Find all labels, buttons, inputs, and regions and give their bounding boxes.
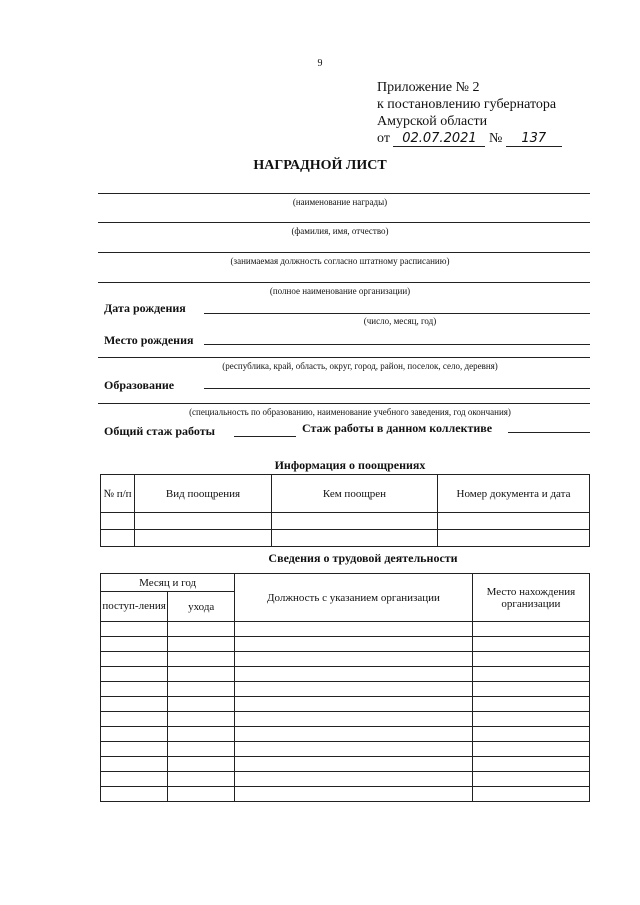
work-col-end: ухода: [168, 592, 235, 622]
organization-caption: (полное наименование организации): [269, 286, 411, 296]
table-row[interactable]: [101, 757, 590, 772]
birth-place-caption: (республика, край, область, округ, город, район, поселок, село, деревня): [222, 361, 498, 371]
table-row[interactable]: [101, 742, 590, 757]
table-row[interactable]: [101, 787, 590, 802]
page-number: 9: [317, 58, 323, 69]
appendix-line2: к постановлению губернатора: [377, 97, 557, 112]
birth-date-line[interactable]: [204, 313, 590, 314]
table-row[interactable]: [101, 530, 590, 547]
awards-table: [100, 474, 590, 547]
awards-col-type: Вид поощрения: [135, 475, 272, 513]
work-table: [100, 573, 590, 802]
education-line1[interactable]: [204, 388, 590, 389]
total-experience-label: Общий стаж работы: [104, 424, 215, 438]
document-title: НАГРАДНОЙ ЛИСТ: [253, 158, 387, 173]
table-row[interactable]: [101, 697, 590, 712]
total-experience-line[interactable]: [234, 436, 296, 437]
education-label: Образование: [104, 378, 175, 392]
awards-section-title: Информация о поощрениях: [274, 458, 426, 472]
award-name-caption: (наименование награды): [292, 197, 388, 207]
table-row[interactable]: [101, 682, 590, 697]
work-col-month-year: Месяц и год: [101, 574, 235, 592]
appendix-date-row: [377, 130, 562, 147]
birth-place-line1[interactable]: [204, 344, 590, 345]
table-row[interactable]: [101, 727, 590, 742]
birth-place-label: Место рождения: [104, 333, 194, 347]
date-prefix: от: [377, 131, 390, 146]
work-section-title: Сведения о трудовой деятельности: [268, 551, 458, 565]
organization-line[interactable]: [98, 282, 590, 283]
awards-col-document: Номер документа и дата: [438, 475, 590, 513]
table-row[interactable]: [101, 652, 590, 667]
position-caption: (занимаемая должность согласно штатному расписанию): [230, 256, 450, 266]
full-name-caption: (фамилия, имя, отчество): [291, 226, 389, 236]
award-name-line[interactable]: [98, 193, 590, 194]
education-caption: (специальность по образованию, наименование учебного заведения, год окончания): [189, 407, 511, 417]
birth-date-label: Дата рождения: [104, 301, 186, 315]
table-row[interactable]: [101, 712, 590, 727]
appendix-line3: Амурской области: [377, 114, 488, 129]
work-col-position: Должность с указанием организации: [235, 574, 472, 622]
appendix-line1: Приложение № 2: [377, 80, 480, 95]
awards-col-number: № п/п: [101, 475, 135, 513]
table-row[interactable]: [101, 622, 590, 637]
work-col-location: Место нахождения организации: [472, 574, 589, 622]
appendix-header: [377, 79, 562, 147]
education-line2[interactable]: [98, 403, 590, 404]
work-col-start: поступ-ления: [101, 592, 168, 622]
appendix-number: 137: [506, 131, 562, 147]
awards-col-by: Кем поощрен: [272, 475, 438, 513]
appendix-date: 02.07.2021: [393, 131, 485, 147]
birth-date-caption: (число, месяц, год): [363, 316, 437, 326]
number-prefix: №: [488, 131, 503, 146]
table-row[interactable]: [101, 667, 590, 682]
full-name-line[interactable]: [98, 222, 590, 223]
table-row[interactable]: [101, 513, 590, 530]
table-row[interactable]: [101, 637, 590, 652]
position-line[interactable]: [98, 252, 590, 253]
birth-place-line2[interactable]: [98, 357, 590, 358]
team-experience-label: Стаж работы в данном коллективе: [302, 421, 493, 435]
team-experience-line[interactable]: [508, 432, 590, 433]
table-row[interactable]: [101, 772, 590, 787]
